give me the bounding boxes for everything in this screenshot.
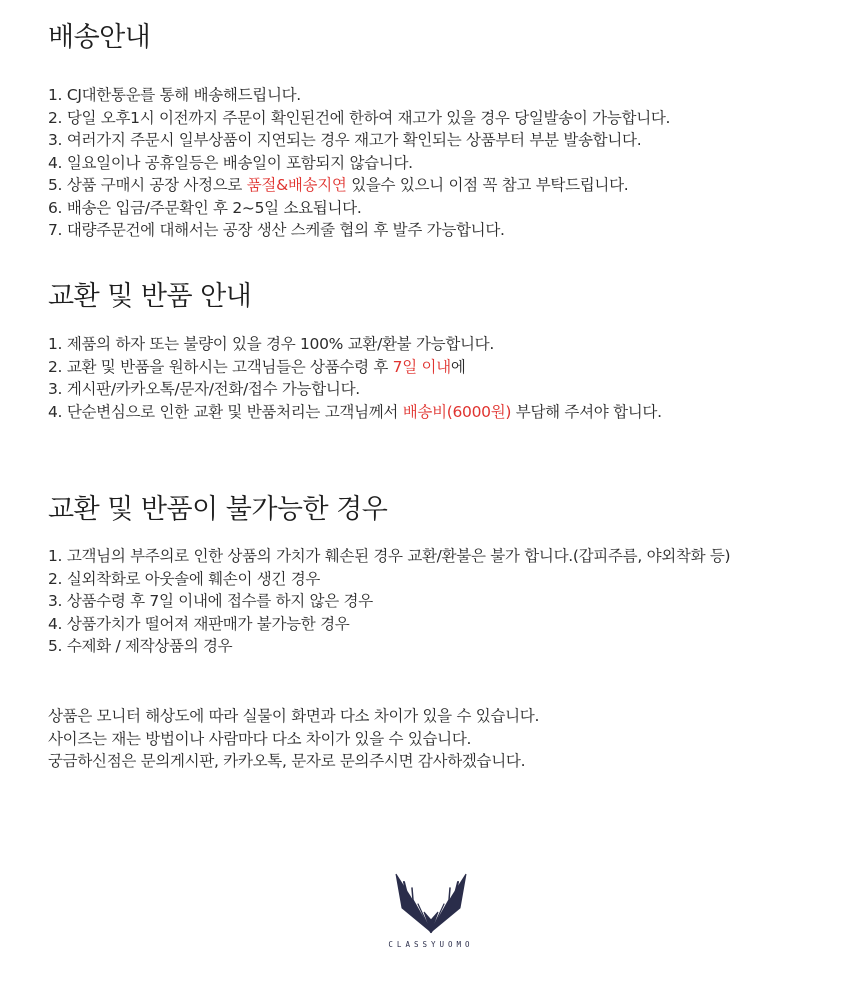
unavailable-title: 교환 및 반품이 불가능한 경우: [48, 494, 388, 525]
list-item: [48, 378, 840, 401]
item-text: 2. 교환 및 반품을 원하시는 고객님들은 상품수령 후: [48, 357, 393, 376]
note-line: 상품은 모니터 해상도에 따라 실물이 화면과 다소 차이가 있을 수 있습니다.: [48, 707, 540, 725]
exchange-section: [48, 279, 840, 423]
list-item: [48, 107, 840, 130]
list-item: [48, 152, 840, 175]
list-item: [48, 219, 840, 242]
item-text-tail: 있을수 있으니 이점 꼭 참고 부탁드립니다.: [346, 176, 629, 194]
item-text: 4. 상품가치가 떨어져 재판매가 불가능한 경우: [48, 614, 350, 633]
list-item: [48, 590, 840, 613]
item-text: 6. 배송은 입금/주문확인 후 2~5일 소요됩니다.: [48, 198, 362, 217]
list-item: [48, 401, 840, 424]
exchange-list: [48, 333, 840, 423]
list-item: [48, 84, 840, 107]
item-text: 1. 고객님의 부주의로 인한 상품의 가치가 훼손된 경우 교환/환불은 불가 합니다.(갑피주름, 야외착화 등): [48, 547, 731, 565]
item-text: 5. 상품 구매시 공장 사정으로: [48, 176, 247, 194]
exchange-title: 교환 및 반품 안내: [48, 281, 252, 312]
list-item: [48, 197, 840, 220]
item-text-tail: 부담해 주셔야 합니다.: [511, 402, 662, 421]
list-item: [48, 635, 840, 658]
item-text-tail: 에: [450, 357, 466, 376]
shipping-list: [48, 84, 840, 242]
list-item: [48, 545, 840, 568]
highlight-text: 품절&배송지연: [246, 176, 347, 194]
item-text: 4. 단순변심으로 인한 교환 및 반품처리는 고객님께서: [48, 402, 403, 421]
list-item: [48, 568, 840, 591]
item-text: 3. 게시판/카카오톡/문자/전화/접수 가능합니다.: [48, 380, 360, 398]
highlight-text: 배송비(6000원): [402, 402, 512, 421]
item-text: 4. 일요일이나 공휴일등은 배송일이 포함되지 않습니다.: [48, 153, 413, 172]
item-text: 2. 실외착화로 아웃솔에 훼손이 생긴 경우: [48, 569, 321, 588]
note-line: 궁금하신점은 문의게시판, 카카오톡, 문자로 문의주시면 감사하겠습니다.: [48, 752, 526, 770]
brand-name: CLASSYUOMO: [388, 940, 474, 949]
item-text: 2. 당일 오후1시 이전까지 주문이 확인된건에 한하여 재고가 있을 경우 당일발송이 가능합니다.: [48, 108, 671, 127]
notes-section: [48, 705, 840, 773]
shipping-title: 배송안내: [48, 22, 151, 53]
wings-logo-icon: [386, 868, 476, 934]
list-item: [48, 333, 840, 356]
shipping-section: [48, 20, 840, 242]
list-item: [48, 129, 840, 152]
list-item: [48, 174, 840, 197]
highlight-text: 7일 이내: [392, 357, 451, 376]
brand-logo: [386, 868, 476, 949]
unavailable-section: [48, 492, 840, 658]
list-item: [48, 356, 840, 379]
item-text: 3. 여러가지 주문시 일부상품이 지연되는 경우 재고가 확인되는 상품부터 부분 발송합니다.: [48, 131, 642, 149]
note-line: 사이즈는 재는 방법이나 사람마다 다소 차이가 있을 수 있습니다.: [48, 729, 472, 748]
item-text: 3. 상품수령 후 7일 이내에 접수를 하지 않은 경우: [48, 592, 373, 610]
unavailable-list: [48, 545, 840, 658]
list-item: [48, 613, 840, 636]
item-text: 5. 수제화 / 제작상품의 경우: [48, 637, 233, 655]
item-text: 7. 대량주문건에 대해서는 공장 생산 스케줄 협의 후 발주 가능합니다.: [48, 221, 505, 239]
item-text: 1. CJ대한통운를 통해 배송해드립니다.: [48, 86, 301, 104]
item-text: 1. 제품의 하자 또는 불량이 있을 경우 100% 교환/환불 가능합니다.: [48, 335, 494, 353]
